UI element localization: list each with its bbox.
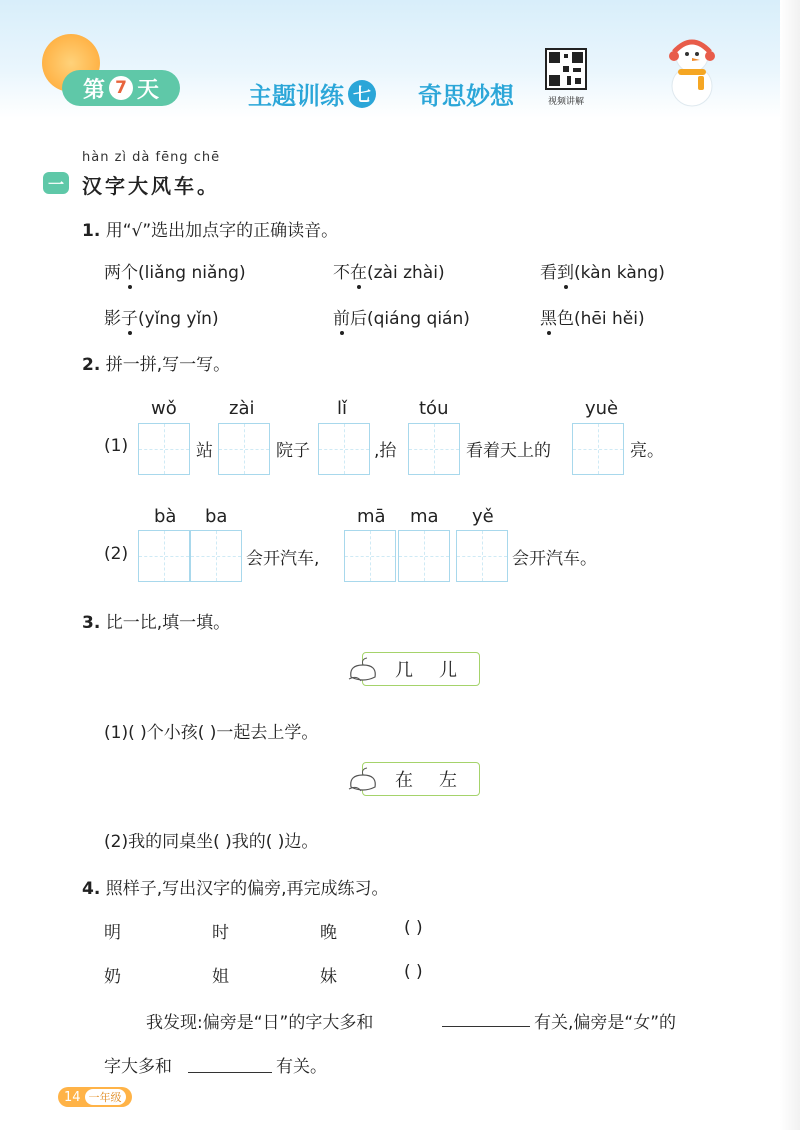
qr-label: 视频讲解: [547, 97, 584, 107]
writing-box[interactable]: [344, 530, 396, 582]
reading-item[interactable]: [104, 258, 246, 283]
section-title: 汉字大风车。: [82, 174, 220, 198]
question-prompt: 比一比,填一填。: [105, 613, 231, 633]
item-char: 看: [540, 263, 557, 283]
theme-number: 七: [348, 80, 376, 108]
dotted-char: 到: [557, 258, 574, 283]
reading-item[interactable]: [540, 258, 665, 283]
writing-box[interactable]: [572, 423, 624, 475]
pinyin-label: tóu: [419, 398, 449, 419]
radical-char: 奶: [104, 967, 121, 987]
snowman-icon: [662, 30, 722, 108]
pinyin-label: wǒ: [151, 398, 177, 419]
page-edge: [780, 0, 800, 1130]
dotted-char: 子: [121, 304, 138, 329]
dotted-char: 个: [121, 258, 138, 283]
item-options: (kàn kàng): [574, 263, 665, 283]
dotted-char: 前: [333, 304, 350, 329]
reading-item[interactable]: [104, 304, 219, 329]
day-suffix: 天: [137, 77, 160, 103]
sentence-text: 院子: [276, 441, 310, 461]
question-1: [82, 216, 338, 241]
finding-text: 字大多和: [104, 1057, 172, 1077]
question-2: [82, 350, 230, 375]
radical-char: 时: [212, 923, 229, 943]
sentence-text: ,抬: [374, 441, 397, 461]
pinyin-label: ba: [205, 506, 228, 527]
radical-char: 明: [104, 923, 121, 943]
answer-blank[interactable]: [188, 1072, 272, 1073]
dotted-char: 在: [350, 258, 367, 283]
reading-item[interactable]: [333, 304, 470, 329]
peach-icon: [347, 767, 381, 793]
item-char: 影: [104, 309, 121, 329]
pinyin-label: mā: [357, 506, 386, 527]
item-char: 两: [104, 263, 121, 283]
writing-box[interactable]: [190, 530, 242, 582]
pair-char: 在: [395, 770, 413, 791]
qr-code-icon[interactable]: [545, 48, 587, 90]
question-number: 3.: [82, 613, 101, 633]
pinyin-label: lǐ: [337, 398, 348, 419]
radical-answer[interactable]: ( ): [404, 918, 423, 938]
page-footer: [58, 1087, 132, 1107]
radical-char: 妹: [320, 967, 337, 987]
item-options: (liǎng niǎng): [138, 263, 246, 283]
pair-char: 几: [395, 660, 413, 681]
grade-label: 一年级: [85, 1089, 126, 1105]
finding-text: 我发现:偏旁是“日”的字大多和: [146, 1013, 374, 1033]
question-number: 2.: [82, 355, 101, 375]
theme-name: 奇思妙想: [418, 82, 514, 110]
writing-box[interactable]: [408, 423, 460, 475]
reading-item[interactable]: [333, 258, 445, 283]
day-prefix: 第: [82, 77, 105, 103]
pinyin-label: bà: [154, 506, 177, 527]
finding-text: 有关。: [276, 1057, 327, 1077]
sentence-text: 会开汽车。: [512, 549, 597, 569]
writing-box[interactable]: [318, 423, 370, 475]
pinyin-label: zài: [229, 398, 255, 419]
sentence-text: 看着天上的: [466, 441, 551, 461]
pinyin-label: yuè: [585, 398, 619, 419]
peach-icon: [347, 657, 381, 683]
question-number: 1.: [82, 221, 101, 241]
item-options: 后(qiáng qián): [350, 309, 470, 329]
question-prompt: 照样子,写出汉字的偏旁,再完成练习。: [105, 879, 389, 899]
question-prompt: 用“√”选出加点字的正确读音。: [105, 221, 339, 241]
item-options: 色(hēi hěi): [557, 309, 645, 329]
dotted-char: 黑: [540, 304, 557, 329]
pinyin-label: yě: [472, 506, 494, 527]
section-number: 一: [43, 172, 69, 194]
writing-box[interactable]: [138, 423, 190, 475]
theme-title: [248, 76, 376, 111]
day-badge: [62, 70, 180, 106]
question-number: 4.: [82, 879, 101, 899]
line-label: (2): [104, 544, 129, 564]
fill-sentence[interactable]: (1)( )个小孩( )一起去上学。: [104, 723, 319, 743]
page-number: 14: [64, 1089, 81, 1105]
sentence-text: 亮。: [630, 441, 664, 461]
char-pair-box: [362, 762, 480, 796]
theme-prefix: 主题训练: [248, 82, 344, 110]
item-options: (yǐng yǐn): [138, 309, 219, 329]
radical-char: 晚: [320, 923, 337, 943]
radical-answer[interactable]: ( ): [404, 962, 423, 982]
char-pair-box: [362, 652, 480, 686]
pair-char: 左: [439, 770, 457, 791]
day-number: 7: [109, 76, 133, 100]
fill-sentence[interactable]: (2)我的同桌坐( )我的( )边。: [104, 832, 319, 852]
pinyin-label: ma: [410, 506, 439, 527]
sentence-text: 会开汽车,: [246, 549, 320, 569]
writing-box[interactable]: [138, 530, 190, 582]
finding-text: 有关,偏旁是“女”的: [534, 1013, 677, 1033]
radical-char: 姐: [212, 967, 229, 987]
answer-blank[interactable]: [442, 1026, 530, 1027]
sentence-text: 站: [196, 441, 213, 461]
question-prompt: 拼一拼,写一写。: [105, 355, 231, 375]
writing-box[interactable]: [456, 530, 508, 582]
writing-box[interactable]: [218, 423, 270, 475]
question-3: [82, 608, 230, 633]
pair-char: 儿: [439, 660, 457, 681]
question-4: [82, 874, 389, 899]
reading-item[interactable]: [540, 304, 645, 329]
item-options: (zài zhài): [367, 263, 445, 283]
item-char: 不: [333, 263, 350, 283]
line-label: (1): [104, 436, 129, 456]
section-pinyin: hàn zì dà fēng chē: [82, 150, 221, 165]
writing-box[interactable]: [398, 530, 450, 582]
